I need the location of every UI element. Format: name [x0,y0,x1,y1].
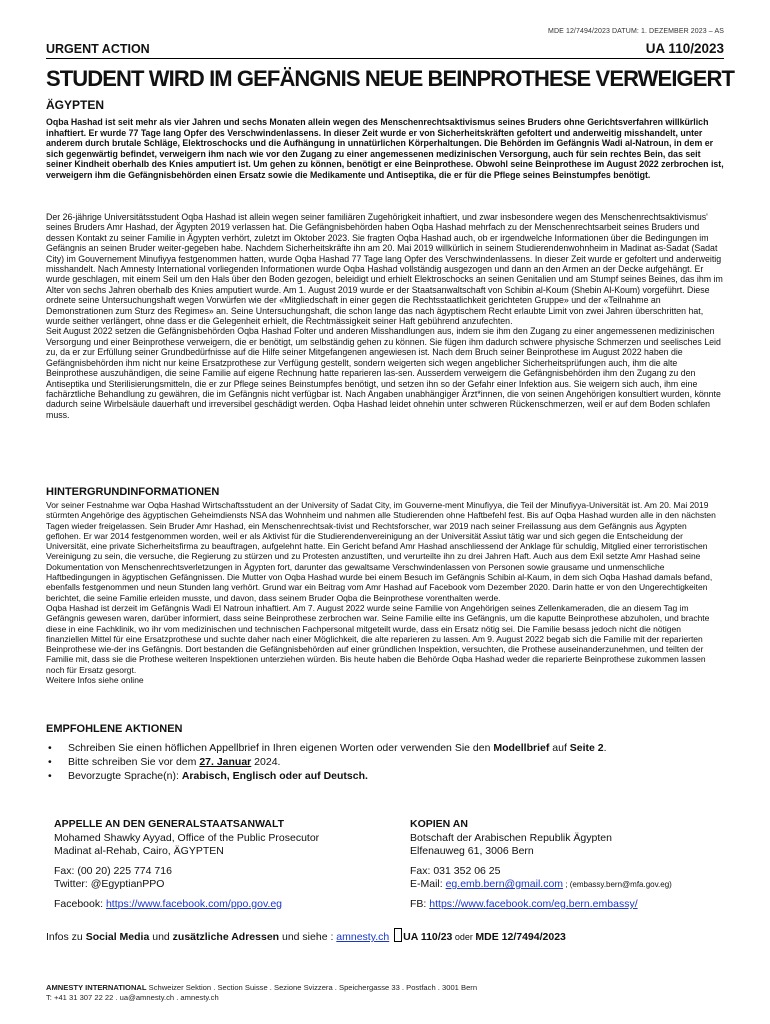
background-body [46,500,724,685]
languages: Arabisch, Englisch oder auf Deutsch. [181,770,368,782]
actions-heading: EMPFOHLENE AKTIONEN [46,723,183,735]
amnesty-link[interactable]: amnesty.ch [336,931,390,943]
appeal-heading: APPELLE AN DEN GENERALSTAATSANWALT [54,818,285,830]
copy-address-block [410,818,730,911]
bullet-icon: • [48,770,52,782]
facebook-link[interactable]: https://www.facebook.com/ppo.gov.eg [105,898,283,910]
embassy-facebook: FB: https://www.facebook.com/eg.bern.embassy/ [410,898,638,910]
header-bar [46,40,724,59]
background-heading: HINTERGRUNDINFORMATIONEN [46,486,220,498]
appeal-address: Madinat al-Rehab, Cairo, ÄGYPTEN [54,845,224,857]
model-letter-ref: Modellbrief [493,742,550,754]
action-item: • Bevorzugte Sprache(n): Arabisch, Englisch oder auf Deutsch. [48,770,368,782]
mde-reference: MDE 12/7494/2023 [475,931,566,943]
ua-number: UA 110/2023 [645,41,724,56]
deadline-date: 27. Januar [199,756,252,768]
action-item: • Bitte schreiben Sie vor dem 27. Januar 2024. [48,756,281,768]
appeal-recipient: Mohamed Shawky Ayyad, Office of the Public Prosecutor [54,832,320,844]
embassy-email: E-Mail: eg.emb.bern@gmail.com ; (embassy.bern@mfa.gov.eg) [410,878,672,890]
page-footer [46,983,477,1003]
copy-heading: KOPIEN AN [410,818,468,830]
embassy-facebook-link[interactable]: https://www.facebook.com/eg.bern.embassy/ [429,898,638,910]
appeal-twitter: Twitter: @EgyptianPPO [54,878,165,890]
appeal-facebook: Facebook: https://www.facebook.com/ppo.gov.eg [54,898,283,910]
country-label: ÄGYPTEN [46,98,105,112]
document-reference: MDE 12/7494/2023 DATUM: 1. DEZEMBER 2023 – AS [548,28,724,35]
document-title: STUDENT WIRD IM GEFÄNGNIS NEUE BEINPROTHESE VERWEIGERT [46,66,735,91]
placeholder-glyph-icon [394,928,402,942]
body-paragraph: Der 26-jährige Universitätsstudent Oqba Hashad ist allein wegen seiner familiären Zugehörigkeit inhaftiert, und zwar insbesondere wegen des Menschenrechtsaktivismus' seines Bruders Amr Hashad, der Ägypten 2019 verlassen hat. Die Gefängnisbehörden haben Oqba Hashad mehrfach zu der Menschenrechtsarbeit seines Bruders und dessen Kontakt zu seiner Familie in Ägypten verhört, zuletzt im Oktober 2023. Sie fragten Oqba Hashad auch, ob er irgendwelche Informationen über die Bedingungen im Gefängnis an seinen Bruder weiter-gegeben habe. Nachdem Sicherheitskräfte ihn am 20. Mai 2019 willkürlich in seinem Studierendenwohnheim in Madinat as-Sadat (Sadat City) im Gouvernement Minufiyya festgenommen hatten, wurde Oqba Hashad 77 Tage lang Opfer des Verschwindenlassens. In dieser Zeit wurde er gefoltert und anderweitig misshandelt. Nach Amnesty International vorliegenden Informationen wurde Oqba Hashad vollständig ausgezogen und dann an den Armen an der Decke aufgehängt. Er wurde geschlagen, mit einem Seil um den Hals über den Boden gezogen, beleidigt und erhielt Elektroschocks an seinen Genitalien und am Stumpf seines Beines, das ihm im Alter von sechs Jahren oberhalb des Knies amputiert wurde. Am 1. August 2019 wurde er der Staatsanwaltschaft von Schibin al-Koum (Shebin Al-Koum) vorgeführt. Diese ordnete seine Untersuchungshaft wegen Vorwürfen wie der «Mitgliedschaft in einer gegen die Rechtsstaatlichkeit gerichteten Gruppe» und der «Teilnahme an Demonstrationen zum Sturz des Regimes» an. Seine Untersuchungshaft, die schon lange das nach ägyptischem Recht erlaubte Limit von zwei Jahren überschritten hat, wurde seither verlängert, ohne dass er die Gelegenheit erhielt, die Rechtmässigkeit seiner Haft gebührend anzufechten. [46,212,723,327]
background-paragraph: Oqba Hashad ist derzeit im Gefängnis Wadi El Natroun inhaftiert. Am 7. August 2022 wurde seine Familie von Angehörigen seines Zellenkameraden, die an diesem Tag im Gefängnis gewesen waren, darüber informiert, dass seine Beinprothese zerbrochen war. Seine Familie eilte ins Gefängnis, um die kaputte Beinprothese abzuholen, und brachte diese in eine Fachklinik, wo ihr vom medizinischen und technischen Fachpersonal mitgeteilt wurde, dass ein Ersatz nötig sei. Die Familie besass jedoch nicht die nötigen finanziellen Mittel für eine Ersatzprothese und suchte daher nach einer Möglichkeit, die alte reparieren zu lassen. Am 9. August 2022 begab sich die Familie mit der reparierten Beinprothese wie-der ins Gefängnis. Dort bestanden die Gefängnisbehörden auf einer gründlichen Inspektion, versuchten, die Prothese auseinanderzunehmen, und teilten der Familie mit, dass sie die Prothese weiteren Inspektionen unterziehen würden. Bis heute haben die Behörde Oqba Hashad weder die reparierte Beinprothese zukommen lassen noch für Ersatz gesorgt. [46,602,710,675]
main-body [46,212,724,420]
bullet-icon: • [48,742,52,754]
lead-paragraph: Oqba Hashad ist seit mehr als vier Jahren und sechs Monaten allein wegen des Menschenrechtsaktivismus seines Bruders ohne Gerichtsverfahren willkürlich inhaftiert. Er wurde 77 Tage lang Opfer des Verschwindenlassens. In dieser Zeit wurde er von Sicherheitskräften gefoltert und anderweitig misshandelt, unter anderem durch brutale Schläge, Elektroschocks und die Aufhängung in unnatürlichen Körperhaltungen. Die Behörden im Gefängnis Wadi al-Natroun, in dem er sich gegenwärtig befindet, verweigern ihm nach wie vor den Zugang zu einer angemessenen medizinischen Versorgung, auch für sein rechtes Bein, das seit seiner Kindheit oberhalb des Knies amputiert ist. Um gehen zu können, benötigt er eine Beinprothese. Obwohl seine Beinprothese im August 2022 zerbrochen ist, verweigern ihm die Gefängnisbehörden einen Ersatz sowie die Medikamente und Antiseptika, die er für die Pflege seines Beinstumpfes benötigt. [46,117,724,180]
actions-list [46,741,724,783]
embassy-name: Botschaft der Arabischen Republik Ägypten [410,832,612,844]
urgent-action-label: URGENT ACTION [46,42,150,56]
background-paragraph: Vor seiner Festnahme war Oqba Hashad Wirtschaftsstudent an der University of Sadat City, im Gouverne-ment Minufiyya, die Teil der Minufiyya-Universität ist. Am 20. Mai 2019 stürmten Angehörige des ägyptischen Geheimdiensts NSA das Wohnheim und nahmen alle Studierenden ohne Haftbefehl fest. Bis auf Oqba Hashad wurden alle in den nächsten Tagen wieder freigelassen. Sein Bruder Amr Hashad, ein Menschenrechtsak-tivist und Rechtsforscher, war 2019 nach seiner Freilassung aus dem Gefängnis aus Ägypten geflohen. Er war 2014 festgenommen worden, weil er als Aktivist für die Studierendenvereinigung an der Universität Assiut tätig war und sich gegen die Entscheidung der Universität, eine private Sicherheitsfirma zu beauftragen, aufgelehnt hatte. Ein Gericht befand Amr Hashad anschliessend der Anklage für schuldig, Mitglied einer terroristischen Vereinigung zu sein, die versuche, die Regierung zu stürzen und zu Protesten anzustiften, und verurteilte ihn zu drei Jahren Haft. Auch aus dem Exil setzte Amr Hashad seine Dokumentation von Menschenrechtsverletzungen in Ägypten fort, darunter das gewaltsame Verschwindenlassen von Personen sowie grausame und unmenschliche Haftbedingungen in ägyptischen Gefängnissen. Die Mutter von Oqba Hashad wurde bei einem Besuch im Gefängnis Schibin al-Kaum, in dem sich Oqba Hashad damals befand, ebenfalls festgenommen und neun Stunden lang verhört. Grund war ein Beitrag vom Amr Hashad auf Facebook vom Dezember 2020. Darin hatte er von den Ungerechtigkeiten berichtet, die seine Familie erleiden musste, und davon, dass seinem Bruder Oqba die Beinprothese vorenthalten werde. [46,500,716,603]
footer-contact: T: +41 31 307 22 22 . ua@amnesty.ch . amnesty.ch [46,993,219,1002]
embassy-address: Elfenauweg 61, 3006 Bern [410,845,534,857]
footer-org: AMNESTY INTERNATIONAL [46,983,147,992]
email-link[interactable]: eg.emb.bern@gmail.com [445,878,564,890]
body-paragraph: Seit August 2022 setzen die Gefängnisbehörden Oqba Hashad Folter und anderen Misshandlungen aus, indem sie ihm den Zugang zu einer angemessenen medizinischen Versorgung und einer Beinprothese verweigern, die er benötigt, um selbständig gehen zu können. Sie fügen ihm dadurch schwere physische Schmerzen und seelisches Leid zu, da er zur Erfüllung seiner Grundbedürfnisse auf die Hilfe seiner Mitgefangenen angewiesen ist. Nach dem Bruch seiner Beinprothese im August 2022 haben die Gefängnisbehörden ihm nicht nur keine Ersatzprothese zur Verfügung gestellt, sondern weigerten sich wegen angeblicher Sicherheitsprüfungen auch, ihm die alte Beinprothese auszuhändigen, die seine Familie auf eigene Rechnung hatte reparieren las-sen. Ausserdem verweigern die Gefängnisbehörden ihm den Zugang zu den Antiseptika und Sterilisierungsmitteln, die er zur Pflege seines Beinstumpfes benötigt, und setzen ihn so der Gefahr einer Infektion aus. Sie weigern sich auch, ihm eine fachärztliche Behandlung zu gewähren, die im Gefängnis nicht verfügbar ist. Nach Angaben unabhängiger Ärzt*innen, die von seinen Angehörigen konsultiert wurden, könnte dadurch seine Wirbelsäule dauerhaft und irreversibel geschädigt werden. Oqba Hashad leidet ohnehin unter schweren Rückenschmerzen, weil er auf dem Boden schlafen muss. [46,326,721,420]
action-item: • Schreiben Sie einen höflichen Appellbrief in Ihren eigenen Worten oder verwenden Sie den Modellbrief auf Seite 2. [48,742,607,754]
footer-address: Schweizer Sektion . Section Suisse . Sezione Svizzera . Speichergasse 33 . Postfach . 3001 Bern [146,983,478,992]
bullet-icon: • [48,756,52,768]
page-ref: Seite 2 [569,742,604,754]
more-info-line: Infos zu Social Media und zusätzliche Adressen und siehe : amnesty.ch UA 110/23 oder MDE 12/7494/2023 [46,928,724,943]
embassy-fax: Fax: 031 352 06 25 [410,865,501,877]
appeal-fax: Fax: (00 20) 225 774 716 [54,865,172,877]
appeal-address-block [54,818,394,911]
more-info-online: Weitere Infos siehe online [46,675,144,686]
ua-reference: UA 110/23 [403,931,453,943]
